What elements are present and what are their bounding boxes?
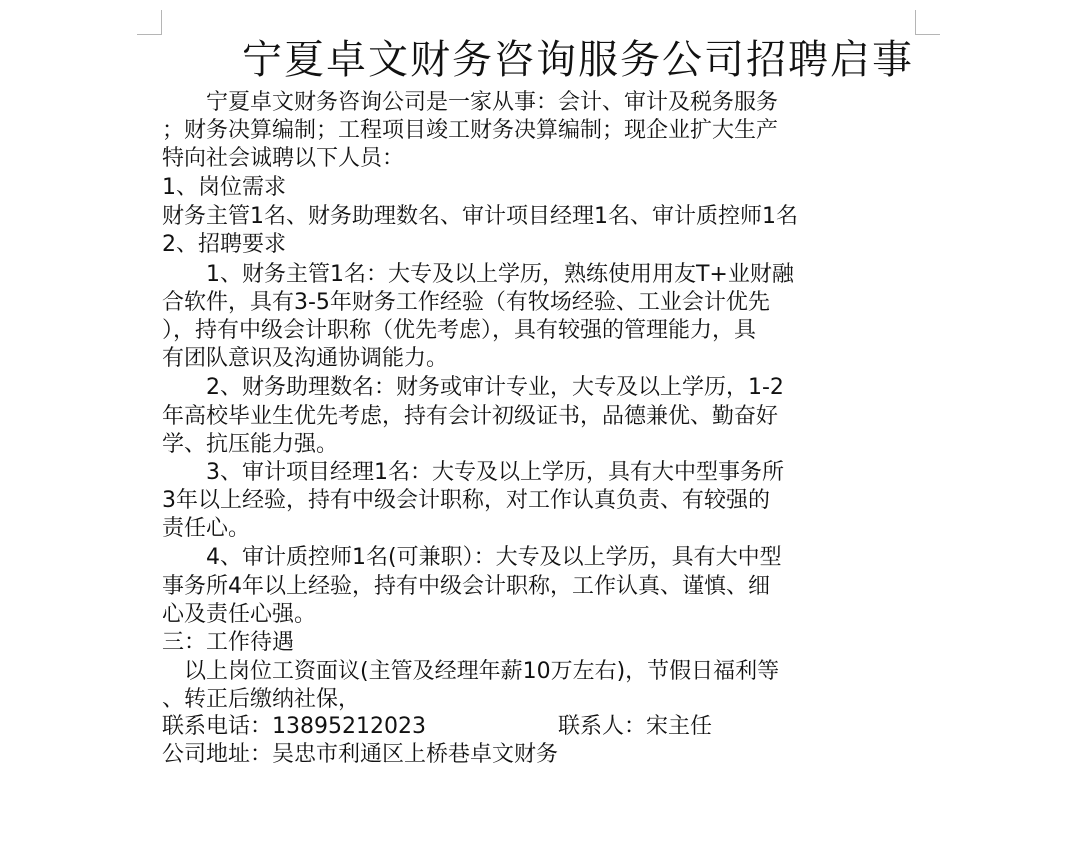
document-title: 宁夏卓文财务咨询服务公司招聘启事 — [242, 37, 914, 83]
requirement-3-line-3: 责任心。 — [162, 516, 251, 541]
address-line: 公司地址：吴忠市利通区上桥巷卓文财务 — [162, 742, 559, 767]
requirement-3-line-2: 3年以上经验，持有中级会计职称，对工作认真负责、有较强的 — [162, 488, 770, 513]
benefits-line-2: 、转正后缴纳社保， — [162, 687, 361, 712]
section-heading-3: 三：工作待遇 — [162, 630, 295, 655]
body-line-3: 特向社会诚聘以下人员： — [162, 146, 405, 171]
benefits-line-1: 以上岗位工资面议(主管及经理年薪10万左右)，节假日福利等 — [162, 659, 780, 684]
requirement-2-line-3: 学、抗压能力强。 — [162, 432, 339, 457]
requirement-1-line-4: 有团队意识及沟通协调能力。 — [162, 346, 449, 371]
section-heading-1: 1、岗位需求 — [162, 175, 286, 200]
body-line-2: ；财务决算编制；工程项目竣工财务决算编制；现企业扩大生产 — [162, 118, 779, 143]
requirement-1-line-1: 1、财务主管1名：大专及以上学历，熟练使用用友T+业财融 — [162, 262, 794, 287]
requirement-2-line-2: 年高校毕业生优先考虑，持有会计初级证书，品德兼优、勤奋好 — [162, 404, 779, 429]
requirement-1-line-2: 合软件，具有3-5年财务工作经验（有牧场经验、工业会计优先 — [162, 290, 770, 315]
requirement-3-line-1: 3、审计项目经理1名：大专及以上学历，具有大中型事务所 — [162, 460, 784, 485]
contact-line: 联系电话：13895212023 联系人：宋主任 — [162, 714, 712, 739]
requirement-4-line-3: 心及责任心强。 — [162, 602, 317, 627]
requirement-2-line-1: 2、财务助理数名：财务或审计专业，大专及以上学历，1-2 — [162, 375, 784, 400]
requirement-4-line-1: 4、审计质控师1名(可兼职）：大专及以上学历，具有大中型 — [162, 545, 782, 570]
requirement-1-line-3: ），持有中级会计职称（优先考虑），具有较强的管理能力，具 — [162, 318, 757, 343]
positions-line: 财务主管1名、财务助理数名、审计项目经理1名、审计质控师1名 — [162, 204, 798, 229]
section-heading-2: 2、招聘要求 — [162, 232, 286, 257]
body-line-1: 宁夏卓文财务咨询公司是一家从事：会计、审计及税务服务 — [162, 90, 779, 115]
requirement-4-line-2: 事务所4年以上经验，持有中级会计职称，工作认真、谨慎、细 — [162, 574, 770, 599]
